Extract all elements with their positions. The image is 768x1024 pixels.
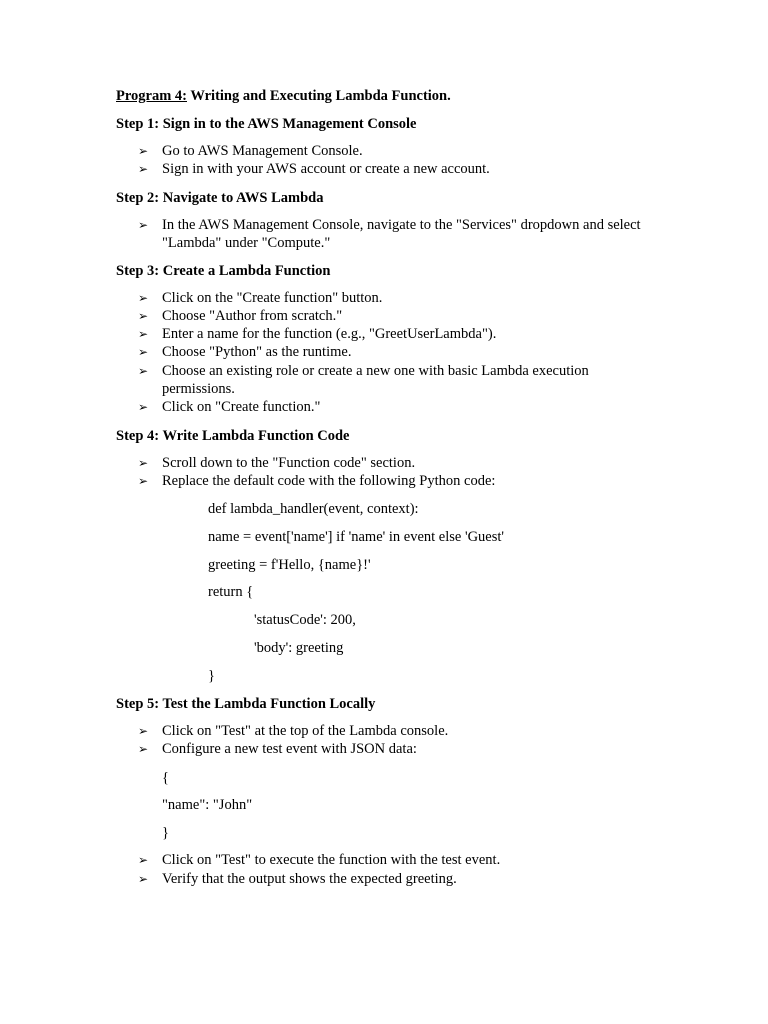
- list-item-text: Choose "Author from scratch.": [162, 308, 343, 324]
- arrow-bullet-icon: ➢: [138, 456, 149, 470]
- step1-heading: Step 1: Sign in to the AWS Management Console: [116, 116, 417, 132]
- step2-heading: Step 2: Navigate to AWS Lambda: [116, 190, 324, 206]
- list-item-text: Scroll down to the "Function code" section.: [162, 455, 416, 471]
- list-item-text: Choose an existing role or create a new one with basic Lambda execution: [162, 363, 589, 379]
- arrow-bullet-icon: ➢: [138, 474, 149, 488]
- arrow-bullet-icon: ➢: [138, 162, 149, 176]
- step5-heading: Step 5: Test the Lambda Function Locally: [116, 696, 376, 712]
- json-line: "name": "John": [162, 797, 253, 813]
- arrow-bullet-icon: ➢: [138, 309, 149, 323]
- arrow-bullet-icon: ➢: [138, 872, 149, 886]
- list-item-text: Sign in with your AWS account or create a new account.: [162, 161, 490, 177]
- code-line: def lambda_handler(event, context):: [208, 501, 419, 517]
- program-title-text: Writing and Executing Lambda Function.: [187, 88, 451, 104]
- arrow-bullet-icon: ➢: [138, 853, 149, 867]
- arrow-bullet-icon: ➢: [138, 218, 149, 232]
- list-item-continuation: permissions.: [162, 381, 235, 397]
- arrow-bullet-icon: ➢: [138, 144, 149, 158]
- code-line: greeting = f'Hello, {name}!': [208, 557, 371, 573]
- page-title: [116, 87, 451, 105]
- list-item-text: Choose "Python" as the runtime.: [162, 344, 352, 360]
- list-item-text: Click on "Test" at the top of the Lambda console.: [162, 723, 449, 739]
- step3-heading: Step 3: Create a Lambda Function: [116, 263, 331, 279]
- arrow-bullet-icon: ➢: [138, 724, 149, 738]
- list-item-text: Replace the default code with the following Python code:: [162, 473, 496, 489]
- arrow-bullet-icon: ➢: [138, 364, 149, 378]
- step4-heading: Step 4: Write Lambda Function Code: [116, 428, 350, 444]
- arrow-bullet-icon: ➢: [138, 327, 149, 341]
- list-item-continuation: "Lambda" under "Compute.": [162, 235, 331, 251]
- list-item-text: Click on "Test" to execute the function with the test event.: [162, 852, 501, 868]
- code-line: }: [208, 668, 215, 684]
- json-line: {: [162, 770, 169, 786]
- code-line: return {: [208, 584, 254, 600]
- code-line: 'statusCode': 200,: [254, 612, 356, 628]
- list-item-text: Configure a new test event with JSON data:: [162, 741, 417, 757]
- list-item-text: In the AWS Management Console, navigate to the "Services" dropdown and select: [162, 217, 641, 233]
- arrow-bullet-icon: ➢: [138, 345, 149, 359]
- list-item-text: Click on the "Create function" button.: [162, 290, 383, 306]
- arrow-bullet-icon: ➢: [138, 742, 149, 756]
- program-number: Program 4:: [116, 88, 187, 104]
- list-item-text: Click on "Create function.": [162, 399, 321, 415]
- code-line: 'body': greeting: [254, 640, 344, 656]
- list-item-text: Verify that the output shows the expected greeting.: [162, 871, 457, 887]
- list-item-text: Go to AWS Management Console.: [162, 143, 363, 159]
- arrow-bullet-icon: ➢: [138, 400, 149, 414]
- arrow-bullet-icon: ➢: [138, 291, 149, 305]
- list-item-text: Enter a name for the function (e.g., "GreetUserLambda").: [162, 326, 497, 342]
- code-line: name = event['name'] if 'name' in event else 'Guest': [208, 529, 505, 545]
- json-line: }: [162, 825, 169, 841]
